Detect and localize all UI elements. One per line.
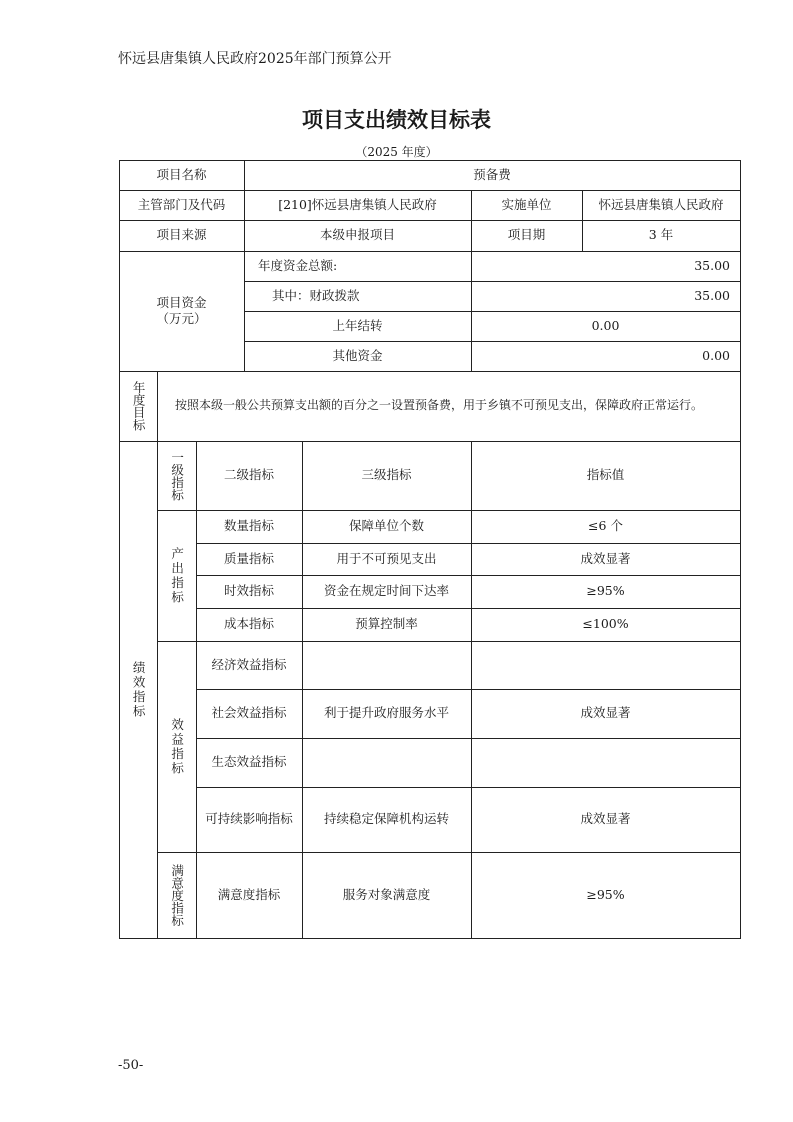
- table-row-l2: 时效指标: [223, 583, 274, 599]
- table-row-l3: 利于提升政府服务水平: [323, 705, 449, 721]
- funds-label: [119, 251, 244, 371]
- project-name-label: 项目名称: [156, 166, 207, 182]
- table-row-value: ≥95%: [586, 886, 625, 902]
- table-row-l2: 社会效益指标: [211, 705, 287, 721]
- fund-row-value: 0.00: [702, 347, 730, 363]
- table-row-value: ≤6 个: [588, 518, 623, 534]
- table-row-l2: 经济效益指标: [211, 656, 287, 672]
- funds-label-line2: （万元）: [156, 311, 207, 326]
- table-row-l3: 资金在规定时间下达率: [323, 583, 449, 599]
- level2-header: 二级指标: [223, 467, 274, 483]
- fund-row-label: 其他资金: [332, 347, 383, 363]
- project-source-value: 本级申报项目: [319, 227, 395, 243]
- funds-label-line1: 项目资金: [156, 294, 207, 310]
- page-subtitle: （2025 年度）: [355, 145, 438, 159]
- annual-goal-label: 年度目标: [131, 381, 147, 431]
- table-row-l2: 生态效益指标: [211, 754, 287, 770]
- table-row-l3: [302, 738, 471, 787]
- fund-row-label: 年度资金总额:: [258, 257, 338, 273]
- fund-row-label: 其中：财政拨款: [272, 287, 360, 303]
- implementing-unit-label: 实施单位: [501, 196, 552, 212]
- table-row-value: 成效显著: [580, 550, 631, 566]
- table-row-value: ≥95%: [586, 583, 625, 599]
- level3-header: 三级指标: [361, 467, 412, 483]
- table-row-value: 成效显著: [580, 705, 631, 721]
- table-row-l3: 持续稳定保障机构运转: [323, 811, 449, 827]
- implementing-unit-value: 怀远县唐集镇人民政府: [598, 196, 724, 212]
- table-row-value: [471, 738, 740, 787]
- satisfaction-indicators-label: 满意度指标: [169, 863, 185, 927]
- table-row-value: ≤100%: [582, 616, 629, 632]
- table-row-l2: 可持续影响指标: [205, 811, 293, 827]
- indicators-label: 绩效指标: [131, 660, 147, 719]
- indicator-value-header: 指标值: [586, 467, 625, 483]
- table-row-l2: 成本指标: [223, 616, 274, 632]
- table-row-value: [471, 641, 740, 689]
- table-row-l2: 质量指标: [223, 550, 274, 566]
- table-row-l3: 预算控制率: [355, 616, 418, 632]
- department-label: 主管部门及代码: [137, 196, 226, 212]
- page-number: -50-: [118, 1058, 144, 1073]
- table-row-l2: 数量指标: [223, 518, 274, 534]
- output-indicators-label: 产出指标: [169, 546, 185, 605]
- table-row-l2: 满意度指标: [217, 886, 281, 902]
- page-title: 项目支出绩效目标表: [302, 108, 491, 132]
- header-note: 怀远县唐集镇人民政府2025年部门预算公开: [118, 51, 392, 67]
- fund-row-value: 35.00: [694, 287, 730, 303]
- project-period-value: 3 年: [648, 227, 674, 243]
- project-source-label: 项目来源: [156, 227, 207, 243]
- benefit-indicators-label: 效益指标: [169, 717, 185, 776]
- fund-row-value: 0.00: [591, 317, 620, 333]
- annual-goal-text: 按照本级一般公共预算支出额的百分之一设置预备费，用于乡镇不可预见支出，保障政府正常运行。: [175, 398, 704, 413]
- table-row-l3: 用于不可预见支出: [336, 550, 437, 566]
- table-row-value: 成效显著: [580, 811, 631, 827]
- table-row-l3: [302, 641, 471, 689]
- fund-row-value: 35.00: [694, 257, 730, 273]
- department-value: [210]怀远县唐集镇人民政府: [278, 196, 437, 212]
- fund-row-label: 上年结转: [332, 317, 383, 333]
- table-row-l3: 保障单位个数: [348, 518, 424, 534]
- table-row-l3: 服务对象满意度: [342, 886, 431, 902]
- project-period-label: 项目期: [507, 227, 546, 243]
- level1-header: 一级指标: [169, 450, 185, 501]
- project-name-value: 预备费: [473, 166, 511, 182]
